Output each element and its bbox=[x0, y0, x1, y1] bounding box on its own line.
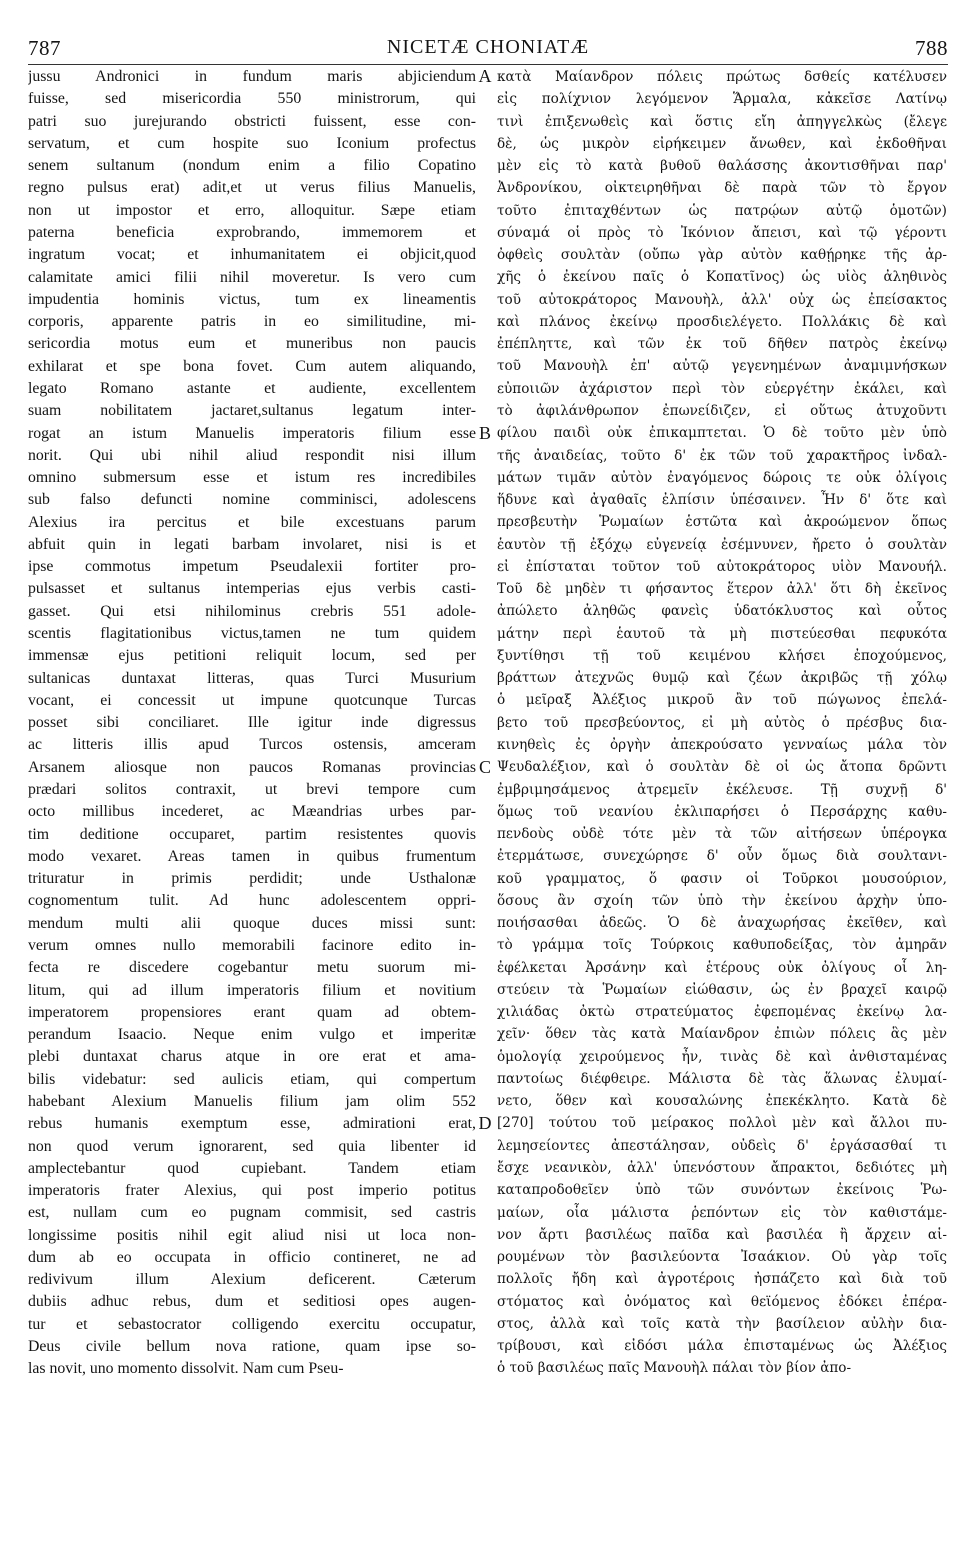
greek-text-line: νον ἄρτι βασιλέως παῖδα καὶ βασιλέα ἢ ἄρχειν αἱ- bbox=[497, 1226, 947, 1243]
latin-text-line: Arsanem aliosque non paucos Romanas provincias bbox=[28, 758, 476, 776]
greek-text-line: χεῖν· ὅθεν τὰς κατὰ Μαίανδρον ἐπιὼν πόλεις ἃς μὲν bbox=[497, 1026, 947, 1043]
latin-text-line: sericordia motus eum et muneribus non paucis bbox=[28, 335, 476, 353]
greek-text-line: τοῦ αὐτοκράτορος Μανουὴλ, ἀλλ' οὐχ ὡς ἐπείσακτος bbox=[497, 291, 947, 308]
greek-text-line: εὐποιιῶν ἀχάριστον περὶ τὸν εὐεργέτην ἐκάλει, καὶ bbox=[497, 380, 947, 397]
greek-text-line: καταπροδοθεῖεν ὑπὸ τῶν συνόντων ἐκείνοις Ῥω- bbox=[497, 1182, 947, 1199]
latin-text-line: mendum multi alii quoque duces missi sunt: bbox=[28, 914, 476, 932]
latin-text-line: prædari solitos contraxit, ut brevi tempore cum bbox=[28, 781, 476, 798]
latin-text-line: patri suo jurejurando obstricti fuissent, esse con- bbox=[28, 112, 476, 130]
greek-text-line: κινηθεὶς ἐς ὀργὴν ἀπεκρούσατο γενναίως μάλα τὸν bbox=[497, 736, 947, 753]
header-rule bbox=[28, 64, 948, 65]
greek-text-line: καὶ πλάνος ἐκείνῳ προσδιελέγετο. Πολλάκις δὲ καὶ bbox=[497, 313, 947, 330]
greek-text-line: ρουμένων τὸν βασιλεύοντα Ἰσαάκιον. Οὐ γὰρ τοῖς bbox=[497, 1249, 947, 1266]
greek-text-line: Ἀνδρονίκου, οἰκτειρηθῆναι δὲ παρὰ τῶν τὸ ἔργον bbox=[497, 180, 947, 197]
latin-text-line: ingratum vocat; et inhumanitatem ei objicit,quod bbox=[28, 246, 476, 264]
greek-text-line: ὁ τοῦ βασιλέως παῖς Μανουὴλ πάλαι τὸν βίον ἀπο- bbox=[497, 1360, 852, 1377]
greek-text-line: κοῦ γραμματος, ὅ φασιν οἱ Τοῦρκοι μουσούριον, bbox=[497, 870, 947, 887]
latin-text-line: servatum, et cum hospite suo Iconium profectus bbox=[28, 134, 476, 152]
latin-text-line: tim deditione occuparet, partim resistentes quovis bbox=[28, 825, 476, 843]
greek-text-line: ὅμως τοῦ νεανίου ἐκλιπαρήσει ὁ Περσάρχης καθυ- bbox=[497, 803, 947, 820]
latin-text-line: verum omnes nullo memorabili facinore edito in- bbox=[28, 936, 476, 954]
greek-text-line: ὁμολογίᾳ χειρούμενος ἦν, τινὰς δὲ καὶ ἀνθισταμένας bbox=[497, 1048, 947, 1065]
greek-text-line: ἐπέπληττε, καὶ τῶν ἐκ τοῦ δῆθεν πατρὸς ἐκείνῳ bbox=[497, 336, 947, 353]
latin-text-line: immensæ ejus petitioni reliquit locum, sed per bbox=[28, 647, 476, 665]
greek-text-line: τοῦτο ἐπιταχθέντων ὡς πατρῴων αὐτῷ ὁμοτῶν) bbox=[497, 202, 947, 219]
greek-text-line: ὅσους ἂν σχοίη τῶν ὑπὸ τὴν ἐκείνου ἀρχὴν ὑπο- bbox=[497, 892, 947, 909]
greek-text-line: λεμησείοντες ἀπεστάλησαν, οὐδεὶς δ' ἐργάσασθαί τι bbox=[497, 1137, 947, 1154]
latin-text-line: gasset. Qui etsi nihilominus crebris 551 adole- bbox=[28, 602, 476, 620]
greek-text-line: μάτην περὶ ἑαυτοῦ τὰ μὴ πιστεύεσθαι πεφυκότα bbox=[497, 625, 947, 642]
latin-text-line: pulsasset et sultanus intemperias ejus verbis casti- bbox=[28, 580, 476, 598]
latin-text-line: Alexius ira percitus et bile excestuans parum bbox=[28, 513, 476, 531]
greek-text-line: φίλου παιδὶ οὐκ ἐπικαμπτεται. Ὁ δὲ τοῦτο μὲν ὑπὸ bbox=[497, 425, 947, 442]
latin-text-line: litum, qui ad illum imperatoris filium et novitium bbox=[28, 981, 476, 999]
latin-text-line: rogat an istum Manuelis imperatoris filium esse bbox=[28, 424, 476, 442]
greek-text-line: ἀπώλετο ἀληθῶς φανεὶς ὑδατόκλυστος καὶ οὗτος bbox=[497, 603, 947, 620]
latin-text-line: dubiis adhuc rebus, dum et seditiosi opes augen- bbox=[28, 1293, 476, 1311]
latin-text-line: abfuit quin in legati barbam involaret, nisi is et bbox=[28, 535, 476, 553]
latin-text-line: corporis, apparente patris in eo similitudine, mi- bbox=[28, 313, 476, 331]
greek-text-line: ἔσχε νεανικὸν, ἀλλ' ὑπενόστουν ἄπρακτοι, δεδιότες μὴ bbox=[497, 1160, 947, 1177]
latin-text-line: suam nobilitatem jactaret,sultanus legatum inter- bbox=[28, 402, 476, 420]
latin-text-line: cognomentum tulit. Ad hunc adolescentem oppri- bbox=[28, 892, 476, 910]
latin-text-line: paterna beneficia exprobrando, immemorem et bbox=[28, 223, 476, 241]
greek-text-line: ὁ μεῖραξ Ἀλέξιος μικροῦ ἂν τοῦ πώγωνος ἐπελά- bbox=[497, 692, 947, 709]
greek-text-line: βράττων ἀτεχνῶς θυμῷ καὶ ζέων ἀκριβῶς τῇ χόλῳ bbox=[497, 670, 947, 687]
greek-text-line: τὸ γράμμα τοῖς Τούρκοις καθυποδείξας, τὸν ἀμηρᾶν bbox=[497, 937, 947, 954]
latin-text-line: calamitate amici filii nihil moveretur. Is vero cum bbox=[28, 268, 476, 286]
latin-text-line: fuisse, sed misericordia 550 ministrorum, qui bbox=[28, 90, 476, 108]
greek-text-line: χῆς ὁ ἐκείνου παῖς ὁ Κοπατῖνος) ὡς υἱὸς ἀληθινὸς bbox=[497, 269, 947, 286]
latin-text-line: est, nullam cum eo pugnam commisit, sed castris bbox=[28, 1204, 476, 1222]
latin-text-line: modo vexaret. Areas tamen in quibus frumentum bbox=[28, 847, 476, 865]
greek-text-line: παντοίως διέφθειρε. Μάλιστα δὲ τὰς ἅλωνας ἐλυμαί- bbox=[497, 1070, 947, 1087]
latin-text-line: vocant, ei concessit ut impune quotcunque Turcas bbox=[28, 691, 476, 709]
running-title: NICETÆ CHONIATÆ bbox=[386, 36, 590, 58]
latin-text-line: plebi duntaxat charus atque in ore erat et ama- bbox=[28, 1048, 476, 1066]
greek-text-line: ἥδυνε καὶ ἀγαθαῖς ἐλπίσιν ὑπέσαινεν. Ἦν δ' ὅτε καὶ bbox=[497, 492, 947, 509]
latin-text-line: las novit, uno momento dissolvit. Nam cum Pseu- bbox=[28, 1360, 344, 1378]
greek-text-line: τινὶ ἐπιξενωθεὶς καὶ ὅστις εἴη ἀπηγγελκὼς (ἔλεγε bbox=[497, 113, 947, 130]
greek-text-line: ἐτερμάτωσε, συνεχώρησε δ' οὖν ὅμως διὰ σουλτανι- bbox=[497, 848, 947, 865]
latin-text-line: imperatoris frater Alexius, qui post imperio potitus bbox=[28, 1182, 476, 1200]
greek-text-line: πενδοὺς οὐδὲ τότε μὲν τὰ τῶν αἰτήσεων ὑπέρογκα bbox=[497, 826, 947, 843]
greek-text-line: χιλιάδας ὀκτὼ στρατεύματος ἐφεπομένας ἐκείνῳ λα- bbox=[497, 1004, 947, 1021]
margin-letter-a: A bbox=[478, 66, 492, 86]
latin-text-line: tur et sebastocrator colligendo exercitu occupatur, bbox=[28, 1315, 476, 1333]
latin-text-line: sultanicas duntaxat litteras, quas Turci Musurium bbox=[28, 669, 476, 687]
latin-text-line: perandum Isaacio. Neque enim vulgo et imperitæ bbox=[28, 1026, 476, 1044]
greek-text-line: Τοῦ δὲ μηδὲν τι φήσαντος ἕτερον ἀλλ' ὅτι δὴ ἐκεῖνος bbox=[497, 581, 947, 598]
greek-text-line: μαίων, οἷα μάλιστα ῥεπόντων εἰς τὸν καθιστάμε- bbox=[497, 1204, 947, 1221]
latin-text-line: norit. Qui ubi nihil aliud respondit nisi illum bbox=[28, 446, 476, 464]
latin-text-line: exhilarat et spe bona fovet. Cum autem aliquando, bbox=[28, 357, 476, 375]
greek-text-line: σύναμά οἱ πρὸς τὸ Ἰκόνιον ἄπεισι, καὶ τῷ γέροντι bbox=[497, 224, 947, 241]
greek-text-line: εἰ ἐπίσταται τοῦτον τοῦ αὐτοκράτορος υἱὸν Μανουήλ. bbox=[497, 558, 947, 575]
greek-text-line: Ψευδαλέξιον, καὶ ὁ σουλτὰν δὲ οἱ ὡς ἄτοπα δρῶντι bbox=[497, 759, 947, 776]
greek-text-line: εἰς πολίχνιον λεγόμενον Ἅρμαλα, κἀκεῖσε Λατίνῳ bbox=[497, 91, 947, 108]
latin-text-line: ac litteris illis apud Turcos ostensis, amceram bbox=[28, 736, 476, 754]
greek-column bbox=[497, 66, 947, 1380]
latin-text-line: omnino submersum esse et istum res incredibiles bbox=[28, 469, 476, 487]
greek-text-line: μὲν εἰς τὸ κατὰ βυθοῦ θαλάσσης ἀκοντισθῆναι παρ' bbox=[497, 158, 947, 175]
greek-text-line: στος, ἀλλὰ καὶ τοῖς κατὰ τὴν βασίλειον αὐλὴν δια- bbox=[497, 1315, 947, 1332]
greek-text-line: στόματος καὶ ὀνόματος καὶ θεϊόμενος ἐδόκει ἐπέρα- bbox=[497, 1293, 947, 1310]
latin-text-line: octo millibus incederet, ac Mæandrias urbes par- bbox=[28, 803, 476, 821]
latin-column bbox=[28, 66, 476, 1381]
latin-text-line: fecta re discedere cogebantur metu suorum mi- bbox=[28, 959, 476, 977]
margin-letter-c: C bbox=[478, 757, 491, 777]
greek-text-line: ἑαυτὸν τῇ ἐξόχῳ εὐγενείᾳ ἐσέμνυνεν, ἤρετο ὁ σουλτὰν bbox=[497, 536, 947, 553]
page-number-right: 788 bbox=[915, 36, 948, 60]
greek-text-line: βετο τοῦ πρεσβεύοντος, εἰ μὴ αὐτὸς ὁ πρέσβυς δια- bbox=[497, 714, 947, 731]
greek-text-line: [270] τούτου τοῦ μείρακος πολλοὶ μὲν καὶ ἄλλοι πυ- bbox=[497, 1115, 947, 1132]
margin-letter-b: B bbox=[478, 423, 491, 443]
latin-text-line: imperatorem propensiores erant quam ad obtem- bbox=[28, 1003, 476, 1021]
latin-text-line: amplectebantur quod cupiebant. Tandem etiam bbox=[28, 1159, 476, 1177]
latin-text-line: trituratur in primis perdidit; unde Usthalonæ bbox=[28, 870, 476, 888]
greek-text-line: ποιήσασθαι ἀδεῶς. Ὁ δὲ ἀναχωρήσας ἐκεῖθεν, καὶ bbox=[497, 915, 947, 932]
latin-text-line: ipse commotus impetum Pseudalexii fortiter pro- bbox=[28, 558, 476, 576]
latin-text-line: non ut impostor et erro, alloquitur. Sæpe etiam bbox=[28, 201, 476, 219]
latin-text-line: dum ab eo occupata in officio contineret, ne ad bbox=[28, 1248, 476, 1266]
latin-text-line: scentis flagitationibus victus,tamen ne tum quidem bbox=[28, 625, 476, 643]
latin-text-line: sub falso defuncti nomine comminisci, adolescens bbox=[28, 491, 476, 509]
greek-text-line: τὸ ἀφιλάνθρωπον ἐπωνείδιζεν, εἰ οὕτως ἀτυχοῦντι bbox=[497, 402, 947, 419]
greek-text-line: νετο, ὅθεν καὶ κουσαλώνης ἐπεκέκλητο. Κατὰ δὲ bbox=[497, 1093, 947, 1110]
latin-text-line: legato Romano astante et audiente, excellentem bbox=[28, 379, 476, 397]
greek-text-line: κατὰ Μαίανδρον πόλεις πρώτως δσθείς κατέλυσεν bbox=[497, 69, 947, 85]
greek-text-line: μάτων τιμᾶν αὐτὸν ἐναγόμενος δώροις τε οὐκ ὀλίγοις bbox=[497, 469, 947, 486]
page-number-left: 787 bbox=[28, 36, 61, 60]
latin-text-line: rebus humanis exemptum esse, admirationi erat, bbox=[28, 1115, 476, 1133]
greek-text-line: πολλοῖς ἤδη καὶ ἀγροτέροις ἠσπάζετο καὶ διὰ τοῦ bbox=[497, 1271, 947, 1288]
greek-text-line: δὲ, ὡς μικρὸν εἰρήκειμεν ἄνωθεν, καὶ ἐκδοθῆναι bbox=[497, 135, 947, 152]
latin-text-line: longissime positis nihil egit aliud nisi ut loca non- bbox=[28, 1226, 476, 1244]
greek-text-line: ἐμβριμησάμενος ἀτρεμεῖν ἐκέλευσε. Τῇ συχνῇ δ' bbox=[497, 781, 947, 798]
greek-text-line: τρίβουσι, καὶ εἰδόσι μάλα ἐπισταμένως ὡς Ἀλέξιος bbox=[497, 1338, 947, 1355]
latin-text-line: habebant Alexium Manuelis filium jam olim 552 bbox=[28, 1092, 476, 1110]
greek-text-line: τῆς ἀναιδείας, τοῦτο δ' ἐκ τῶν τοῦ χαρακτῆρος ἰνδαλ- bbox=[497, 447, 947, 464]
greek-text-line: ὀφθεὶς σουλτὰν (οὔπω γὰρ αὐτὸν καθῄρηκε τῆς ἀρ- bbox=[497, 247, 947, 264]
latin-text-line: senem sultanum (nondum enim a filio Copatino bbox=[28, 157, 476, 175]
margin-letter-d: D bbox=[478, 1113, 492, 1133]
greek-text-line: πρεσβευτὴν Ῥωμαίων ἑστῶτα καὶ ἀκροώμενον ὅπως bbox=[497, 514, 947, 531]
latin-text-line: Deus civile bellum nova ratione, quam ipse so- bbox=[28, 1338, 476, 1356]
greek-text-line: ξυντίθησι τῇ τοῦ κειμένου κλήσει ἐποχούμενος, bbox=[497, 647, 947, 664]
latin-text-line: non quod verum ignorarent, sed quia libenter id bbox=[28, 1137, 476, 1155]
latin-text-line: redivivum illum Alexium deficerent. Cæterum bbox=[28, 1271, 476, 1289]
latin-text-line: jussu Andronici in fundum maris abjiciendum bbox=[28, 68, 476, 85]
greek-text-line: ἐφέλκεται Ἀρσάνην καὶ ἑτέρους οὐκ ὀλίγους οἷ λη- bbox=[497, 959, 947, 976]
latin-text-line: bilis videbatur: sed aulicis etiam, qui compertum bbox=[28, 1070, 476, 1088]
greek-text-line: στεύειν τὰ Ῥωμαίων εἰώθασιν, ὡς ἐν βραχεῖ καιρῷ bbox=[497, 981, 947, 998]
greek-text-line: τοῦ Μανουὴλ ἐπ' αὐτῷ γεγενημένων ἀναμιμνήσκων bbox=[497, 358, 947, 375]
latin-text-line: impudentia hominis victus, tum ex lineamentis bbox=[28, 290, 476, 308]
latin-text-line: posset sibi conciliaret. Ille igitur inde digressus bbox=[28, 714, 476, 732]
latin-text-line: regno pulsus erat) adit,et ut verus filius Manuelis, bbox=[28, 179, 476, 197]
